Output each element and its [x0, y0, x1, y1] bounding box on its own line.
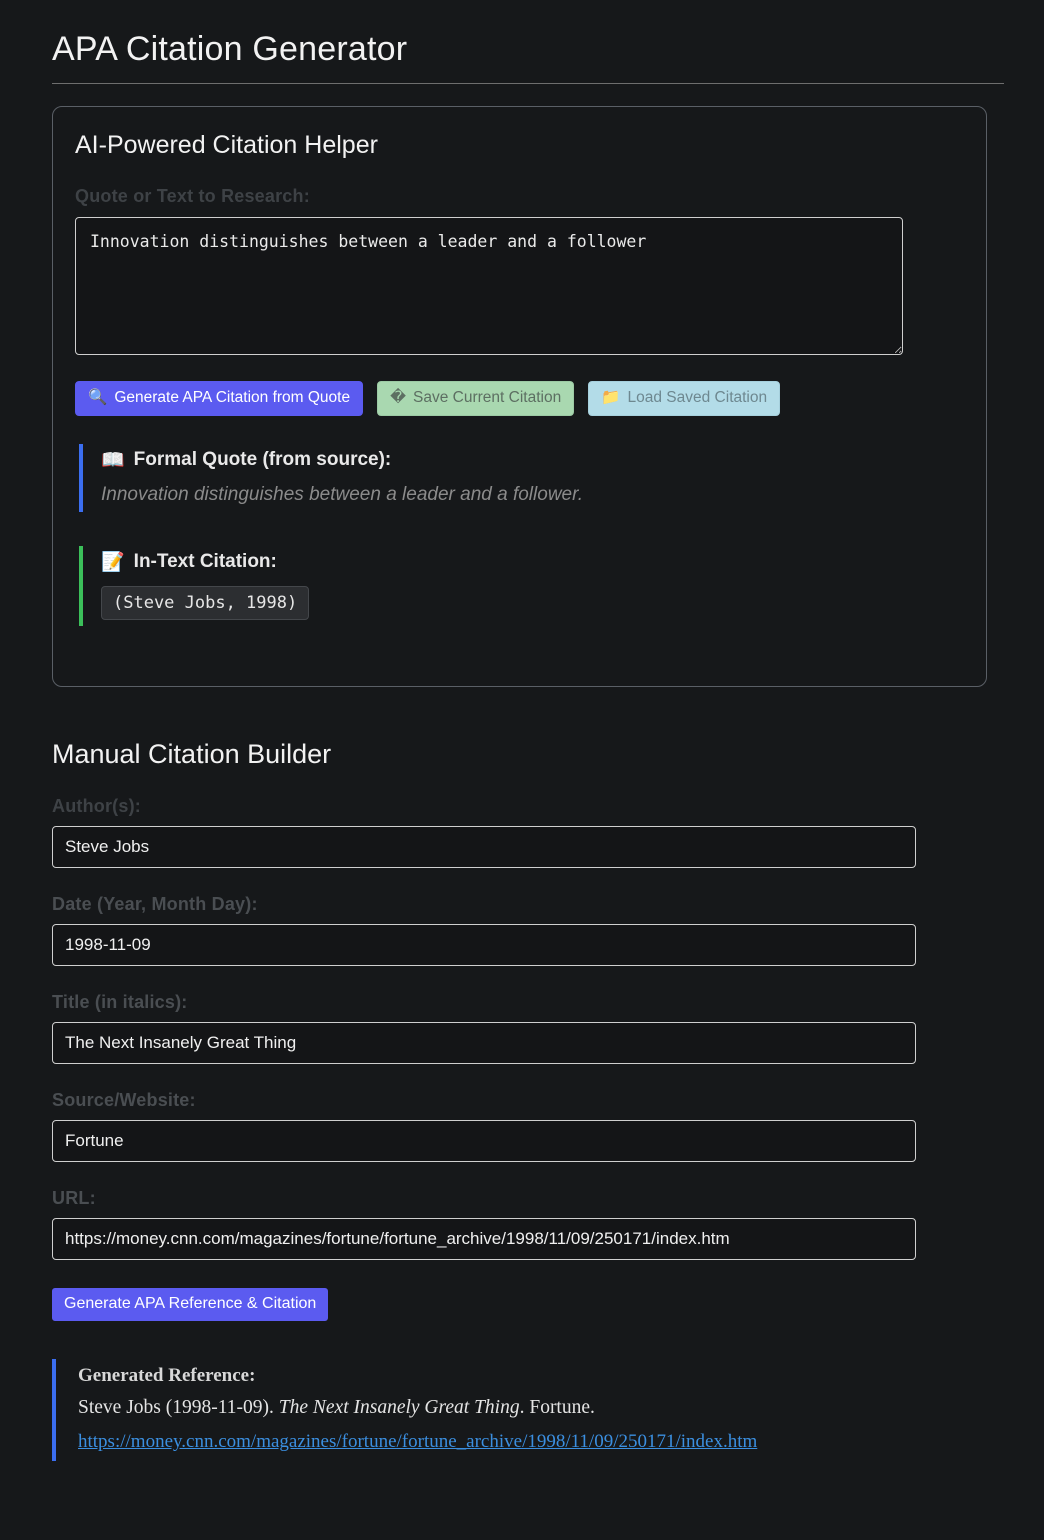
author-input[interactable]	[52, 826, 916, 868]
ai-citation-helper-panel	[52, 106, 987, 687]
in-text-citation-label: In-Text Citation:	[133, 550, 277, 572]
generated-reference-block	[52, 1359, 1012, 1461]
magnifier-icon: 🔍	[88, 389, 108, 406]
save-citation-label: Save Current Citation	[413, 389, 562, 406]
save-current-citation-button[interactable]	[377, 381, 574, 416]
title-input[interactable]	[52, 1022, 916, 1064]
date-field-group	[52, 894, 1012, 966]
formal-quote-heading	[101, 448, 964, 472]
quote-label: Quote or Text to Research:	[75, 186, 310, 206]
url-label: URL:	[52, 1187, 96, 1208]
author-label: Author(s):	[52, 795, 141, 816]
quote-input[interactable]	[75, 217, 903, 355]
formal-quote-label: Formal Quote (from source):	[133, 448, 392, 470]
generate-citation-label: Generate APA Citation from Quote	[114, 389, 351, 406]
title-divider	[52, 83, 1004, 84]
source-label: Source/Website:	[52, 1089, 196, 1110]
load-saved-citation-button[interactable]	[588, 381, 780, 416]
manual-builder-title: Manual Citation Builder	[52, 738, 332, 769]
formal-quote-block	[79, 444, 964, 512]
reference-tail: . Fortune.	[519, 1396, 595, 1418]
reference-author-date: Steve Jobs (1998-11-09).	[78, 1396, 279, 1418]
generate-citation-from-quote-button[interactable]	[75, 381, 363, 416]
in-text-citation-block	[79, 546, 964, 626]
generate-apa-reference-button[interactable]: Generate APA Reference & Citation	[52, 1288, 328, 1321]
replacement-char-icon: �	[390, 389, 407, 406]
memo-icon: 📝	[101, 551, 125, 573]
helper-button-row	[75, 381, 964, 416]
url-input[interactable]	[52, 1218, 916, 1260]
open-book-icon: 📖	[101, 449, 125, 471]
source-field-group	[52, 1090, 1012, 1162]
generated-reference-text	[78, 1397, 1012, 1419]
url-field-group	[52, 1188, 1012, 1260]
in-text-citation-heading	[101, 550, 964, 574]
panel-title: AI-Powered Citation Helper	[75, 131, 378, 159]
source-input[interactable]	[52, 1120, 916, 1162]
generated-reference-heading: Generated Reference:	[78, 1364, 256, 1386]
author-field-group	[52, 796, 1012, 868]
date-label: Date (Year, Month Day):	[52, 893, 258, 914]
folder-icon: 📁	[601, 389, 621, 406]
title-label: Title (in italics):	[52, 991, 188, 1012]
date-input[interactable]	[52, 924, 916, 966]
page-title: APA Citation Generator	[52, 30, 408, 68]
in-text-citation-value: (Steve Jobs, 1998)	[101, 586, 309, 620]
reference-url-link[interactable]: https://money.cnn.com/magazines/fortune/fortune_archive/1998/11/09/250171/index.htm	[78, 1430, 758, 1452]
formal-quote-text: Innovation distinguishes between a leader and a follower.	[101, 483, 584, 505]
title-field-group	[52, 992, 1012, 1064]
load-citation-label: Load Saved Citation	[627, 389, 768, 406]
reference-title: The Next Insanely Great Thing	[278, 1396, 520, 1418]
